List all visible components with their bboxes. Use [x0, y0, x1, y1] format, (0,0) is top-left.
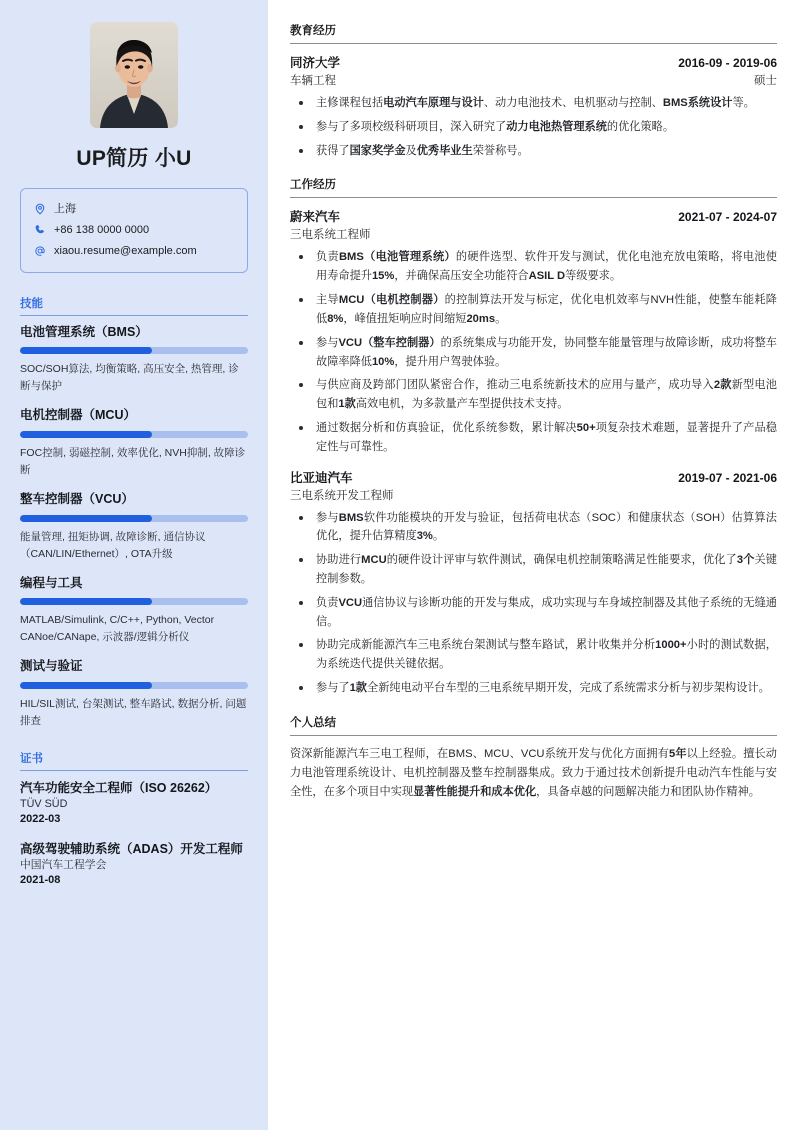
contact-phone	[33, 220, 235, 241]
entry-role: 三电系统工程师	[290, 229, 371, 242]
entry-bullet: 通过数据分析和仿真验证，优化系统参数，累计解决50+项复杂技术难题，显著提升了产品稳定性与可靠性。	[290, 419, 777, 457]
skill-item	[20, 659, 248, 730]
entry-bullet: 参与VCU（整车控制器）的系统集成与功能开发，协同整车能量管理与故障诊断，成功将整车故障率降低10%，提升用户驾驶体验。	[290, 334, 777, 372]
entry-organization: 同济大学	[290, 56, 341, 70]
summary-text: 资深新能源汽车三电工程师，在BMS、MCU、VCU系统开发与优化方面拥有5年以上经验。擅长动力电池管理系统设计、电机控制器及整车控制器集成。致力于通过技术创新提升电动汽车性能与安全性，在多个项目中实现显著性能提升和成本优化，具备卓越的问题解决能力和团队协作精神。	[290, 747, 777, 799]
certifications-list	[20, 780, 248, 889]
entry-organization: 蔚来汽车	[290, 210, 341, 225]
skill-level-bar	[20, 682, 248, 689]
certification-name: 汽车功能安全工程师（ISO 26262）	[20, 780, 218, 795]
experience-section	[290, 176, 777, 697]
entry-role: 三电系统开发工程师	[290, 489, 394, 502]
entry-header	[290, 468, 777, 486]
education-entries	[290, 53, 777, 160]
avatar	[90, 22, 178, 128]
entry-subheader	[290, 72, 777, 88]
location-pin-icon	[33, 203, 46, 216]
entry-subheader	[290, 487, 777, 503]
summary-section	[290, 714, 777, 803]
phone-icon	[33, 224, 46, 237]
experience-section-title: 工作经历	[290, 176, 777, 198]
certifications-section	[20, 750, 248, 889]
skill-level-bar	[20, 515, 248, 522]
skill-name: 编程与工具	[20, 575, 83, 590]
skill-level-bar	[20, 598, 248, 605]
main-content	[268, 0, 799, 1130]
skill-level-bar	[20, 431, 248, 438]
entry-bullet-list	[290, 248, 777, 456]
contact-email-value: xiaou.resume@example.com	[54, 244, 197, 257]
skill-name: 电机控制器（MCU）	[20, 408, 136, 423]
skill-name: 测试与验证	[20, 659, 83, 674]
skill-detail: 能量管理, 扭矩协调, 故障诊断, 通信协议（CAN/LIN/Ethernet）, OTA升级	[20, 530, 206, 560]
certification-org: TÜV SÜD	[20, 797, 68, 810]
entry-bullet: 与供应商及跨部门团队紧密合作，推动三电系统新技术的应用与量产，成功导入2款新型电池包和1款高效电机，为多款量产车型提供技术支持。	[290, 376, 777, 414]
entry-role: 车辆工程	[290, 75, 336, 87]
skill-level-fill	[20, 347, 152, 354]
certification-org: 中国汽车工程学会	[20, 858, 107, 871]
skill-level-bar	[20, 347, 248, 354]
skills-list	[20, 325, 248, 730]
skill-item	[20, 576, 248, 647]
skill-level-fill	[20, 682, 152, 689]
skill-name: 整车控制器（VCU）	[20, 491, 134, 506]
entry-header	[290, 207, 777, 225]
contact-phone-value: +86 138 0000 0000	[54, 223, 150, 236]
certification-name: 高级驾驶辅助系统（ADAS）开发工程师	[20, 841, 243, 856]
contact-location-value: 上海	[54, 203, 76, 215]
entry-bullet: 负责BMS（电池管理系统）的硬件选型、软件开发与测试，优化电池充放电策略，将电池使用寿命提升15%，并确保高压安全功能符合ASIL D等级要求。	[290, 248, 777, 286]
entry-header	[290, 53, 777, 71]
entry-organization: 比亚迪汽车	[290, 470, 353, 485]
entry-bullet: 协助完成新能源汽车三电系统台架测试与整车路试，累计收集并分析1000+小时的测试数据，为系统迭代提供关键依据。	[290, 636, 777, 674]
summary-section-title: 个人总结	[290, 714, 777, 736]
portrait-photo-icon	[90, 22, 178, 128]
skill-level-fill	[20, 515, 152, 522]
entry-bullet: 主导MCU（电机控制器）的控制算法开发与标定，优化电机效率与NVH性能，使整车能耗降低8%，峰值扭矩响应时间缩短20ms。	[290, 291, 777, 329]
skill-detail: SOC/SOH算法, 均衡策略, 高压安全, 热管理, 诊断与保护	[20, 363, 239, 393]
skills-section-title: 技能	[20, 295, 248, 316]
entry-date-range: 2016-09 - 2019-06	[678, 56, 777, 70]
education-section	[290, 22, 777, 160]
skills-section	[20, 295, 248, 730]
skill-detail: FOC控制, 弱磁控制, 效率优化, NVH抑制, 故障诊断	[20, 446, 246, 476]
email-at-icon	[33, 245, 46, 258]
entry-bullet: 获得了国家奖学金及优秀毕业生荣誉称号。	[290, 142, 777, 161]
photo-container	[20, 22, 248, 128]
experience-entries	[290, 207, 777, 697]
entry	[290, 207, 777, 456]
entry-bullet: 参与BMS软件功能模块的开发与验证，包括荷电状态（SOC）和健康状态（SOH）估算算法优化，提升估算精度3%。	[290, 509, 777, 547]
skill-detail: MATLAB/Simulink, C/C++, Python, Vector CANoe/CANape, 示波器/逻辑分析仪	[20, 614, 215, 644]
entry-bullet-list	[290, 94, 777, 160]
certification-item	[20, 841, 248, 889]
skill-detail: HIL/SIL测试, 台架测试, 整车路试, 数据分析, 问题排查	[20, 697, 247, 727]
entry-bullet: 协助进行MCU的硬件设计评审与软件测试，确保电机控制策略满足性能要求，优化了3个关键控制参数。	[290, 551, 777, 589]
skill-item	[20, 492, 248, 563]
skill-name: 电池管理系统（BMS）	[20, 324, 148, 339]
entry	[290, 468, 777, 698]
entry-date-range: 2021-07 - 2024-07	[678, 210, 777, 225]
skill-item	[20, 325, 248, 396]
contact-location	[33, 199, 235, 220]
entry-bullet-list	[290, 509, 777, 698]
certification-date: 2021-08	[20, 874, 61, 887]
skill-level-fill	[20, 598, 152, 605]
entry-bullet: 参与了1款全新纯电动平台车型的三电系统早期开发，完成了系统需求分析与初步架构设计。	[290, 679, 777, 698]
skill-item	[20, 408, 248, 479]
contact-box	[20, 188, 248, 273]
certification-date: 2022-03	[20, 812, 61, 825]
entry-bullet: 主修课程包括电动汽车原理与设计、动力电池技术、电机驱动与控制、BMS系统设计等。	[290, 94, 777, 113]
contact-email	[33, 241, 235, 262]
certification-item	[20, 780, 248, 828]
entry-date-range: 2019-07 - 2021-06	[678, 470, 777, 485]
entry-degree: 硕士	[754, 75, 777, 87]
skill-level-fill	[20, 431, 152, 438]
education-section-title: 教育经历	[290, 22, 777, 44]
entry	[290, 53, 777, 160]
sidebar	[0, 0, 268, 1130]
entry-bullet: 参与了多项校级科研项目，深入研究了动力电池热管理系统的优化策略。	[290, 118, 777, 137]
certifications-section-title: 证书	[20, 750, 248, 771]
entry-bullet: 负责VCU通信协议与诊断功能的开发与集成，成功实现与车身域控制器及其他子系统的无缝通信。	[290, 594, 777, 632]
person-name: UP简历 小U	[76, 147, 192, 170]
entry-subheader	[290, 226, 777, 242]
